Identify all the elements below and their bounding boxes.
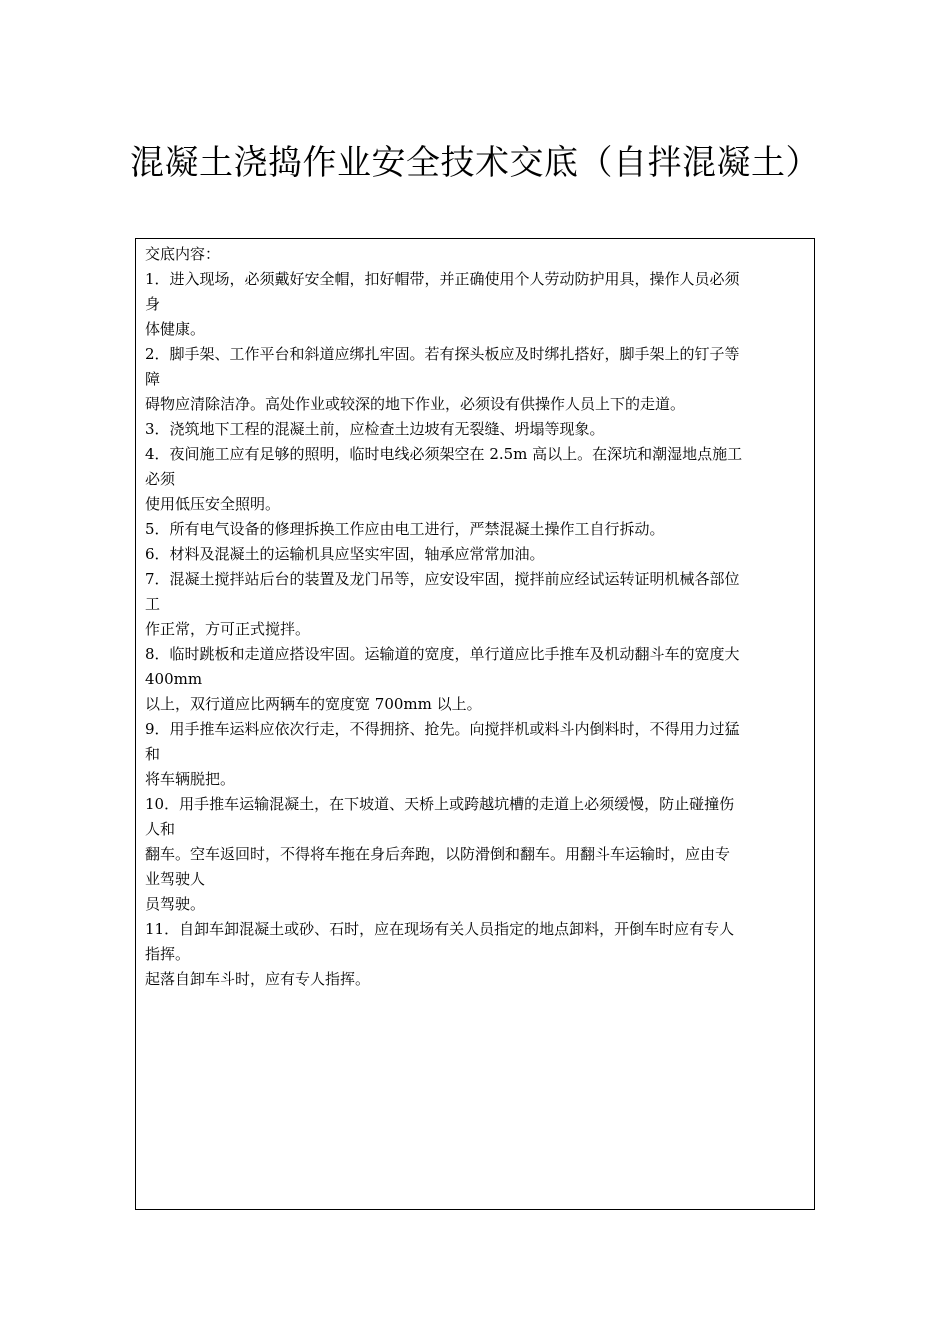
content-body (145, 242, 805, 992)
content-line: 障 (145, 370, 161, 388)
content-line: 将车辆脱把。 (145, 770, 236, 788)
content-line: 使用低压安全照明。 (145, 495, 281, 513)
content-line: 员驾驶。 (145, 895, 206, 913)
content-line: 3．浇筑地下工程的混凝土前，应检查土边坡有无裂缝、坍塌等现象。 (145, 420, 605, 438)
content-line: 9．用手推车运料应依次行走，不得拥挤、抢先。向搅拌机或料斗内倒料时，不得用力过猛 (145, 720, 740, 738)
content-line: 1．进入现场，必须戴好安全帽，扣好帽带，并正确使用个人劳动防护用具，操作人员必须 (145, 270, 740, 288)
content-line: 4．夜间施工应有足够的照明，临时电线必须架空在 2.5m 高以上。在深坑和潮湿地点施工 (145, 445, 743, 463)
content-line: 交底内容： (145, 245, 221, 263)
content-line: 8．临时跳板和走道应搭设牢固。运输道的宽度，单行道应比手推车及机动翻斗车的宽度大 (145, 645, 740, 663)
content-line: 业驾驶人 (145, 870, 206, 888)
content-line: 体健康。 (145, 320, 206, 338)
content-line: 6．材料及混凝土的运输机具应坚实牢固，轴承应常常加油。 (145, 545, 545, 563)
content-line: 翻车。空车返回时，不得将车拖在身后奔跑，以防滑倒和翻车。用翻斗车运输时，应由专 (145, 845, 731, 863)
content-line: 400mm (145, 670, 203, 688)
content-line: 10．用手推车运输混凝土，在下坡道、天桥上或跨越坑槽的走道上必须缓慢，防止碰撞伤 (145, 795, 735, 813)
content-line: 人和 (145, 820, 176, 838)
content-table-cell (135, 238, 815, 1210)
page-title: 混凝土浇捣作业安全技术交底（自拌混凝土） (130, 143, 820, 183)
content-line: 7．混凝土搅拌站后台的装置及龙门吊等，应安设牢固，搅拌前应经试运转证明机械各部位 (145, 570, 740, 588)
content-line: 起落自卸车斗时，应有专人指挥。 (145, 970, 371, 988)
content-line: 必须 (145, 470, 176, 488)
content-line: 身 (145, 295, 161, 313)
content-line: 5．所有电气设备的修理拆换工作应由电工进行，严禁混凝土操作工自行拆动。 (145, 520, 665, 538)
content-line: 以上，双行道应比两辆车的宽度宽 700mm 以上。 (145, 695, 482, 713)
content-line: 指挥。 (145, 945, 191, 963)
content-line: 工 (145, 595, 161, 613)
content-line: 碍物应清除洁净。高处作业或较深的地下作业，必须设有供操作人员上下的走道。 (145, 395, 686, 413)
content-line: 2．脚手架、工作平台和斜道应绑扎牢固。若有探头板应及时绑扎搭好，脚手架上的钉子等 (145, 345, 740, 363)
content-line: 作正常，方可正式搅拌。 (145, 620, 311, 638)
content-line: 和 (145, 745, 161, 763)
content-line: 11．自卸车卸混凝土或砂、石时，应在现场有关人员指定的地点卸料，开倒车时应有专人 (145, 920, 735, 938)
